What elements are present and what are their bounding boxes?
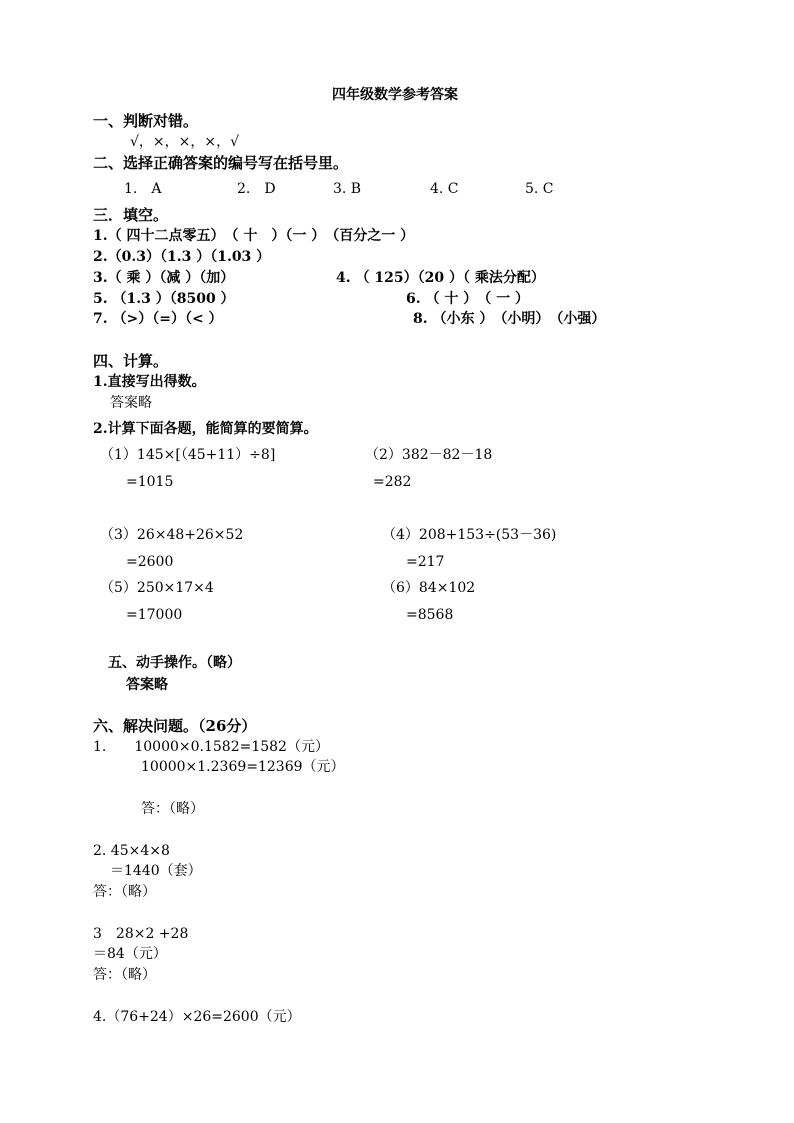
- section-3-heading: 三．填空。: [93, 206, 169, 224]
- calc-question-1: （1）145×[（45+11）÷8]: [100, 447, 276, 463]
- calc-question-2: （2）382－82－18: [365, 447, 493, 463]
- calc-answer-1: =1015: [126, 474, 174, 490]
- calc-question-5: （5）250×17×4: [100, 580, 214, 596]
- problem-2-answer: 答：（略）: [93, 884, 156, 900]
- fill-line-2: 2.（0.3）（1.3 ）（1.03 ）: [93, 249, 271, 265]
- section-4-sub2: 2.计算下面各题，能简算的要简算。: [93, 421, 318, 437]
- problem-2-line-2: ＝1440（套）: [110, 863, 202, 879]
- fill-line-3b: 4. （ 125）（20 ）（ 乘法分配）: [336, 270, 545, 286]
- choice-answer-5: 5. C: [525, 181, 554, 197]
- calc-answer-3: =2600: [126, 554, 174, 570]
- problem-3-line-2: ＝84（元）: [93, 946, 167, 962]
- fill-line-5a: 7. （>）（=）（< ）: [93, 311, 223, 327]
- fill-line-4b: 6. （ 十 ） （ 一 ）: [406, 291, 529, 307]
- choice-answer-4: 4. C: [430, 181, 459, 197]
- problem-1-line-2: 10000×1.2369=12369（元）: [141, 759, 345, 775]
- choice-answer-3: 3. B: [333, 181, 362, 197]
- section-1-heading: 一、判断对错。: [93, 112, 199, 130]
- problem-3-answer: 答：（略）: [93, 967, 156, 983]
- section-4-sub1: 1.直接写出得数。: [93, 374, 206, 390]
- calc-answer-4: =217: [406, 554, 445, 570]
- choice-answer-2: 2. D: [237, 181, 276, 197]
- section-4-heading: 四、计算。: [93, 352, 169, 370]
- fill-line-1: 1.（ 四十二点零五） （ 十 ）（一 ） （百分之一 ）: [93, 228, 415, 244]
- section-4-sub1-answer: 答案略: [110, 395, 152, 411]
- section-5-heading: 五、动手操作。（略）: [108, 655, 241, 671]
- section-6-heading: 六、解决问题。（26分）: [93, 717, 257, 735]
- problem-4-line-1: 4.（76+24）×26=2600（元）: [93, 1009, 301, 1025]
- calc-question-4: （4）208+153÷(53－36): [382, 527, 557, 543]
- section-2-heading: 二、选择正确答案的编号写在括号里。: [93, 154, 349, 172]
- problem-3-line-1: 3 28×2 +28: [93, 926, 189, 942]
- calc-question-6: （6）84×102: [382, 580, 476, 596]
- calc-answer-2: =282: [373, 474, 412, 490]
- section-1-answers: √，×，×，×，√: [130, 134, 240, 150]
- problem-1-line-1: 1. 10000×0.1582=1582（元）: [93, 739, 329, 755]
- calc-question-3: （3）26×48+26×52: [100, 527, 244, 543]
- problem-1-answer: 答：（略）: [141, 801, 204, 817]
- calc-answer-5: =17000: [126, 607, 183, 623]
- page-title: 四年级数学参考答案: [332, 87, 458, 103]
- fill-line-3a: 3.（ 乘 ）（减 ）（加）: [93, 270, 235, 286]
- fill-line-5b: 8. （小东 ） （小明） （小强）: [413, 311, 606, 327]
- fill-line-4a: 5. （1.3 ）（8500 ）: [93, 291, 235, 307]
- calc-answer-6: =8568: [406, 607, 454, 623]
- section-5-answer: 答案略: [126, 677, 168, 693]
- choice-answer-1: 1. A: [124, 181, 162, 197]
- problem-2-line-1: 2. 45×4×8: [93, 843, 170, 859]
